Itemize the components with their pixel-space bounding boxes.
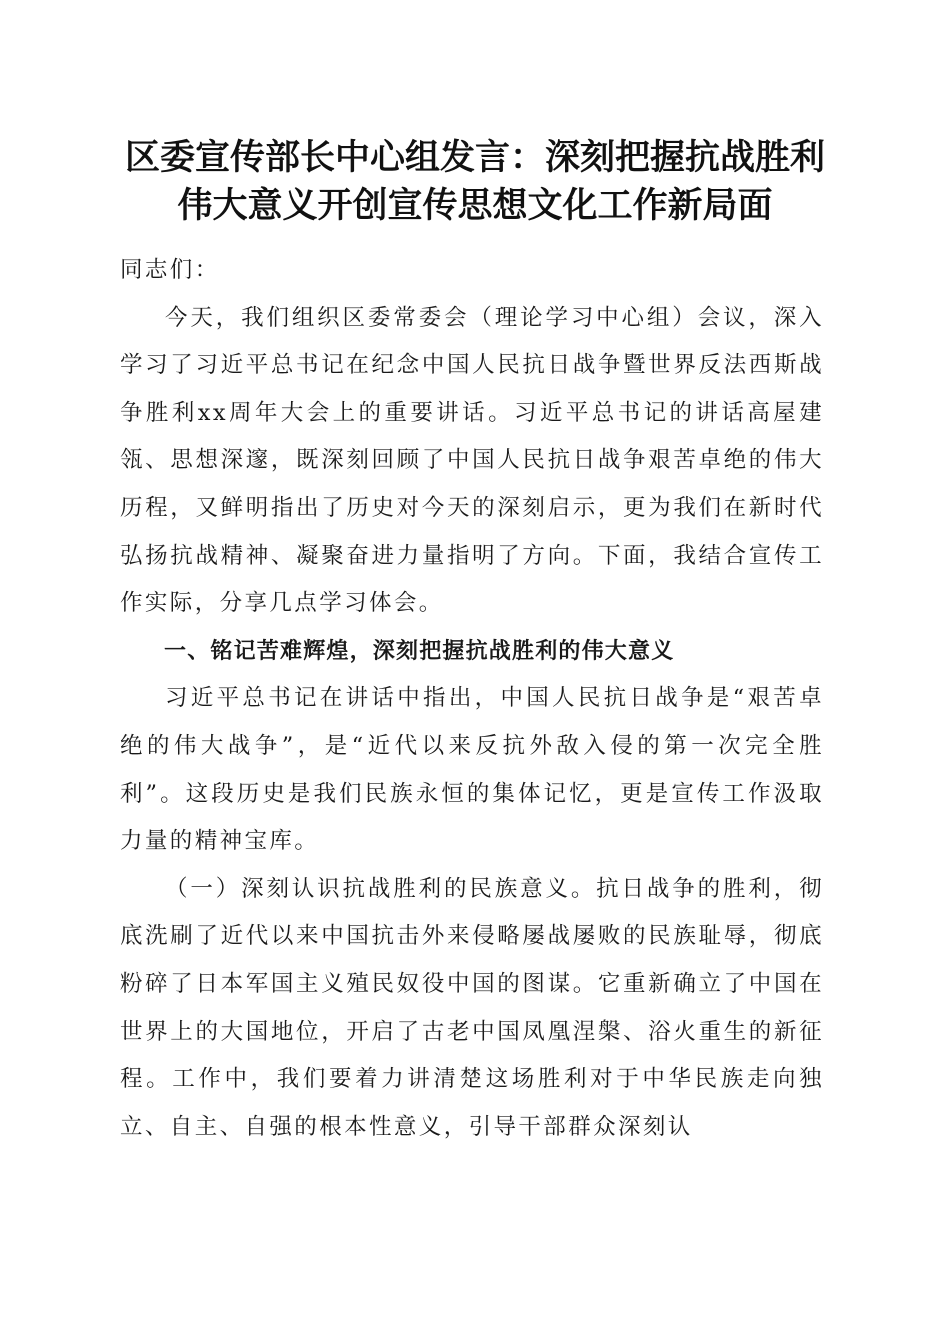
intro-paragraph: 今天，我们组织区委常委会（理论学习中心组）会议，深入学习了习近平总书记在纪念中国人民抗日战争暨世界反法西斯战争胜利xx周年大会上的重要讲话。习近平总书记的讲话高屋建瓴、思想深邃，既深刻回顾了中国人民抗日战争艰苦卓绝的伟大历程，又鲜明指出了历史对今天的深刻启示，更为我们在新时代弘扬抗战精神、凝聚奋进力量指明了方向。下面，我结合宣传工作实际，分享几点学习体会。 [120,304,824,617]
salutation: 同志们： [120,257,220,283]
title-line-2: 伟大意义开创宣传思想文化工作新局面 [177,185,773,226]
document-body [120,247,824,1151]
section-heading-1: 一、铭记苦难辉煌，深刻把握抗战胜利的伟大意义 [164,638,675,664]
subsection-1-paragraph: （一）深刻认识抗战胜利的民族意义。抗日战争的胜利，彻底洗刷了近代以来中国抗击外来侵略屡战屡败的民族耻辱，彻底粉碎了日本军国主义殖民奴役中国的图谋。它重新确立了中国在世界上的大国地位，开启了古老中国凤凰涅槃、浴火重生的新征程。工作中，我们要着力讲清楚这场胜利对于中华民族走向独立、自主、自强的根本性意义，引导干部群众深刻认 [120,875,824,1140]
section-1-paragraph: 习近平总书记在讲话中指出，中国人民抗日战争是“艰苦卓绝的伟大战争”，是“近代以来反抗外敌入侵的第一次完全胜利”。这段历史是我们民族永恒的集体记忆，更是宣传工作汲取力量的精神宝库。 [120,685,824,855]
title-line-1: 区委宣传部长中心组发言：深刻把握抗战胜利 [124,137,825,178]
document-title [100,134,850,230]
